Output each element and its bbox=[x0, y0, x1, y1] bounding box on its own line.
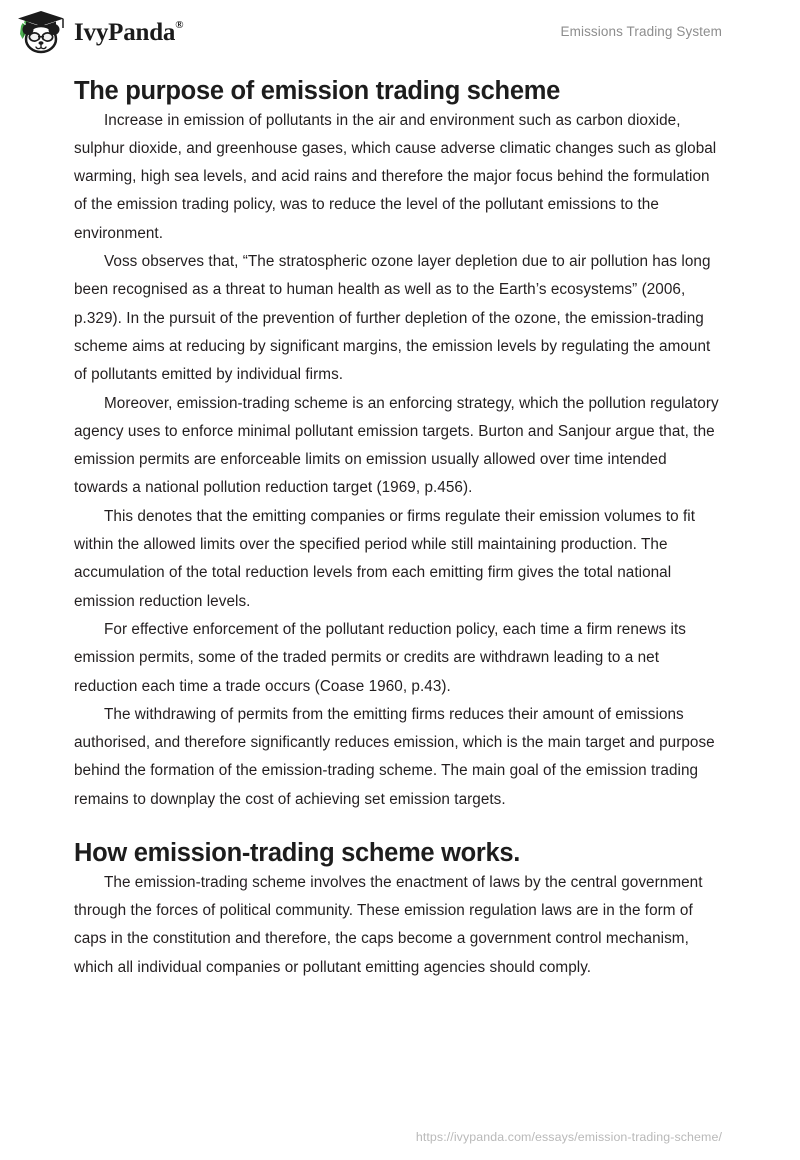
paragraph: For effective enforcement of the pollutant reduction policy, each time a firm renews its emission permits, some of the traded permits or credits are withdrawn leading to a net reduction each time a trade occurs (Coase 1960, p.43). bbox=[74, 620, 686, 695]
section-heading-how-it-works: How emission-trading scheme works. bbox=[74, 839, 521, 868]
paragraph: The emission-trading scheme involves the enactment of laws by the central government through the forces of political community. These emission regulation laws are in the form of caps in the constitution and therefore, the caps become a government control mechanism, which all individual companies or pollutant emitting agencies should comply. bbox=[74, 873, 703, 976]
brand-name-text: IvyPanda bbox=[74, 18, 176, 46]
page-footer bbox=[0, 1128, 800, 1146]
page-header bbox=[0, 0, 800, 62]
paragraph: Voss observes that, “The stratospheric ozone layer depletion due to air pollution has long been recognised as a threat to human health as well as to the Earth’s ecosystems” (2006, p.329). In the pursuit of the prevention of further depletion of the ozone, the emission-trading scheme aims at reducing by significant margins, the emission levels by regulating the amount of pollutants emitted by individual firms. bbox=[74, 253, 711, 384]
section-heading-purpose: The purpose of emission trading scheme bbox=[74, 77, 560, 105]
document-title: Emissions Trading System bbox=[560, 23, 722, 39]
panda-graduate-logo-icon bbox=[14, 8, 68, 54]
document-content bbox=[74, 62, 722, 982]
paragraph: Moreover, emission-trading scheme is an enforcing strategy, which the pollution regulatory agency uses to enforce minimal pollutant emission targets. Burton and Sanjour argue that, the emission permits are enforceable limits on emission usually allowed over time intended towards a national pollution reduction target (1969, p.456). bbox=[74, 394, 719, 497]
registered-trademark-icon: ® bbox=[175, 19, 184, 32]
paragraph: This denotes that the emitting companies or firms regulate their emission volumes to fit within the allowed limits over the specified period while still maintaining production. The accumulation of the total reduction levels from each emitting firm gives the total national emission reduction levels. bbox=[74, 507, 696, 610]
paragraph: The withdrawing of permits from the emitting firms reduces their amount of emissions authorised, and therefore significantly reduces emission, which is the main target and purpose behind the formation of the emission-trading scheme. The main goal of the emission trading remains to downplay the cost of achieving set emission targets. bbox=[74, 705, 715, 808]
section-how-it-works bbox=[74, 814, 722, 869]
footer-source-url[interactable]: https://ivypanda.com/essays/emission-trading-scheme/ bbox=[415, 1130, 722, 1144]
brand-name bbox=[74, 20, 183, 45]
section-purpose bbox=[74, 62, 722, 107]
paragraph: Increase in emission of pollutants in the air and environment such as carbon dioxide, sulphur dioxide, and greenhouse gases, which cause adverse climatic changes such as global warming, high sea levels, and acid rains and therefore the major focus behind the formulation of the emission trading policy, was to reduce the level of the pollutant emissions to the environment. bbox=[74, 111, 717, 242]
brand-logo[interactable] bbox=[14, 8, 183, 54]
